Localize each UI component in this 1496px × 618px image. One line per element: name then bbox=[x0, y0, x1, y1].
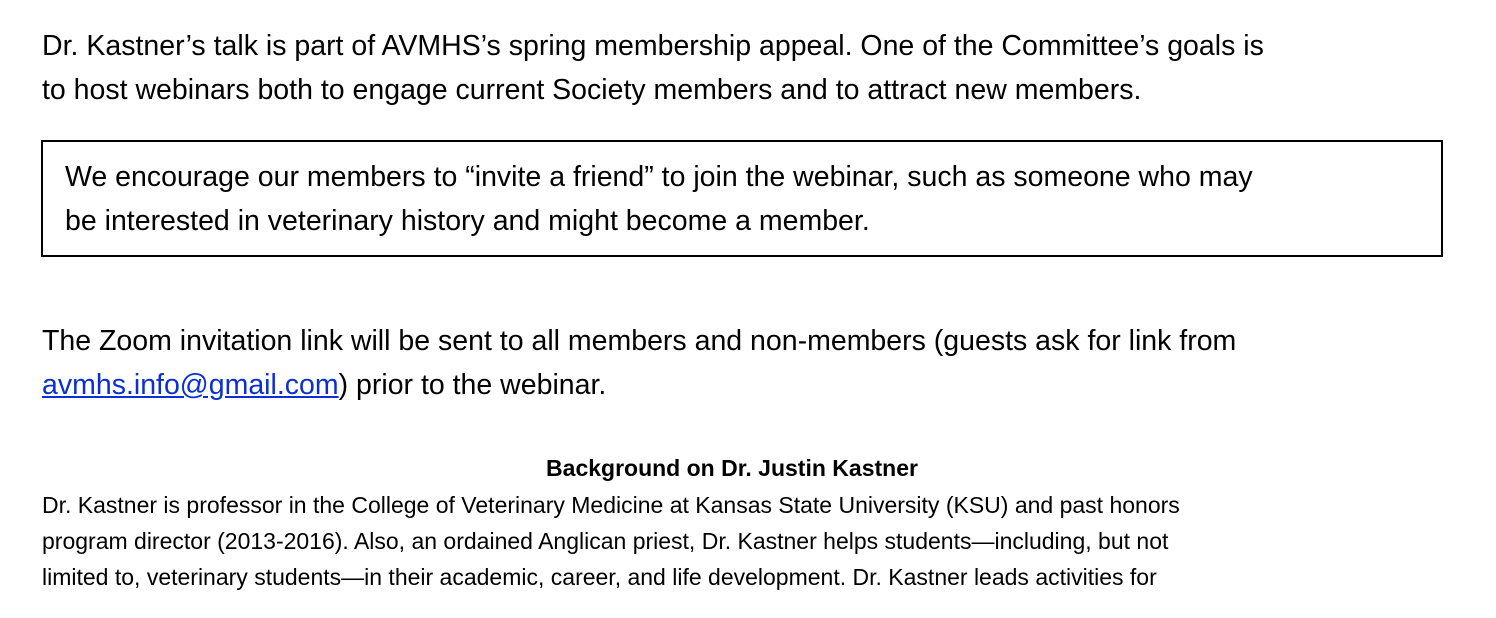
background-line-2: program director (2013-2016). Also, an ordained Anglican priest, Dr. Kastner helps students—including, but not bbox=[42, 528, 1169, 554]
callout-line-2: be interested in veterinary history and might become a member. bbox=[65, 205, 870, 237]
email-link[interactable]: avmhs.info@gmail.com bbox=[42, 369, 339, 401]
zoom-line-2 bbox=[42, 363, 1442, 407]
intro-paragraph bbox=[42, 24, 1442, 112]
background-line-3: limited to, veterinary students—in their academic, career, and life development. Dr. Kastner leads activities for bbox=[42, 564, 1157, 590]
background-paragraph bbox=[42, 487, 1402, 595]
invite-friend-callout-box bbox=[41, 140, 1443, 257]
callout-line-1: We encourage our members to “invite a friend” to join the webinar, such as someone who may bbox=[65, 161, 1253, 193]
zoom-line-1: The Zoom invitation link will be sent to all members and non-members (guests ask for link from bbox=[42, 325, 1237, 357]
callout-paragraph bbox=[65, 155, 1435, 243]
background-heading: Background on Dr. Justin Kastner bbox=[546, 455, 918, 481]
intro-line-2: to host webinars both to engage current Society members and to attract new members. bbox=[42, 74, 1142, 106]
zoom-paragraph bbox=[42, 319, 1442, 407]
background-line-1: Dr. Kastner is professor in the College of Veterinary Medicine at Kansas State University (KSU) and past honors bbox=[42, 492, 1180, 518]
zoom-line-2-rest: ) prior to the webinar. bbox=[338, 369, 607, 401]
intro-line-1: Dr. Kastner’s talk is part of AVMHS’s spring membership appeal. One of the Committee’s goals is bbox=[42, 30, 1264, 62]
